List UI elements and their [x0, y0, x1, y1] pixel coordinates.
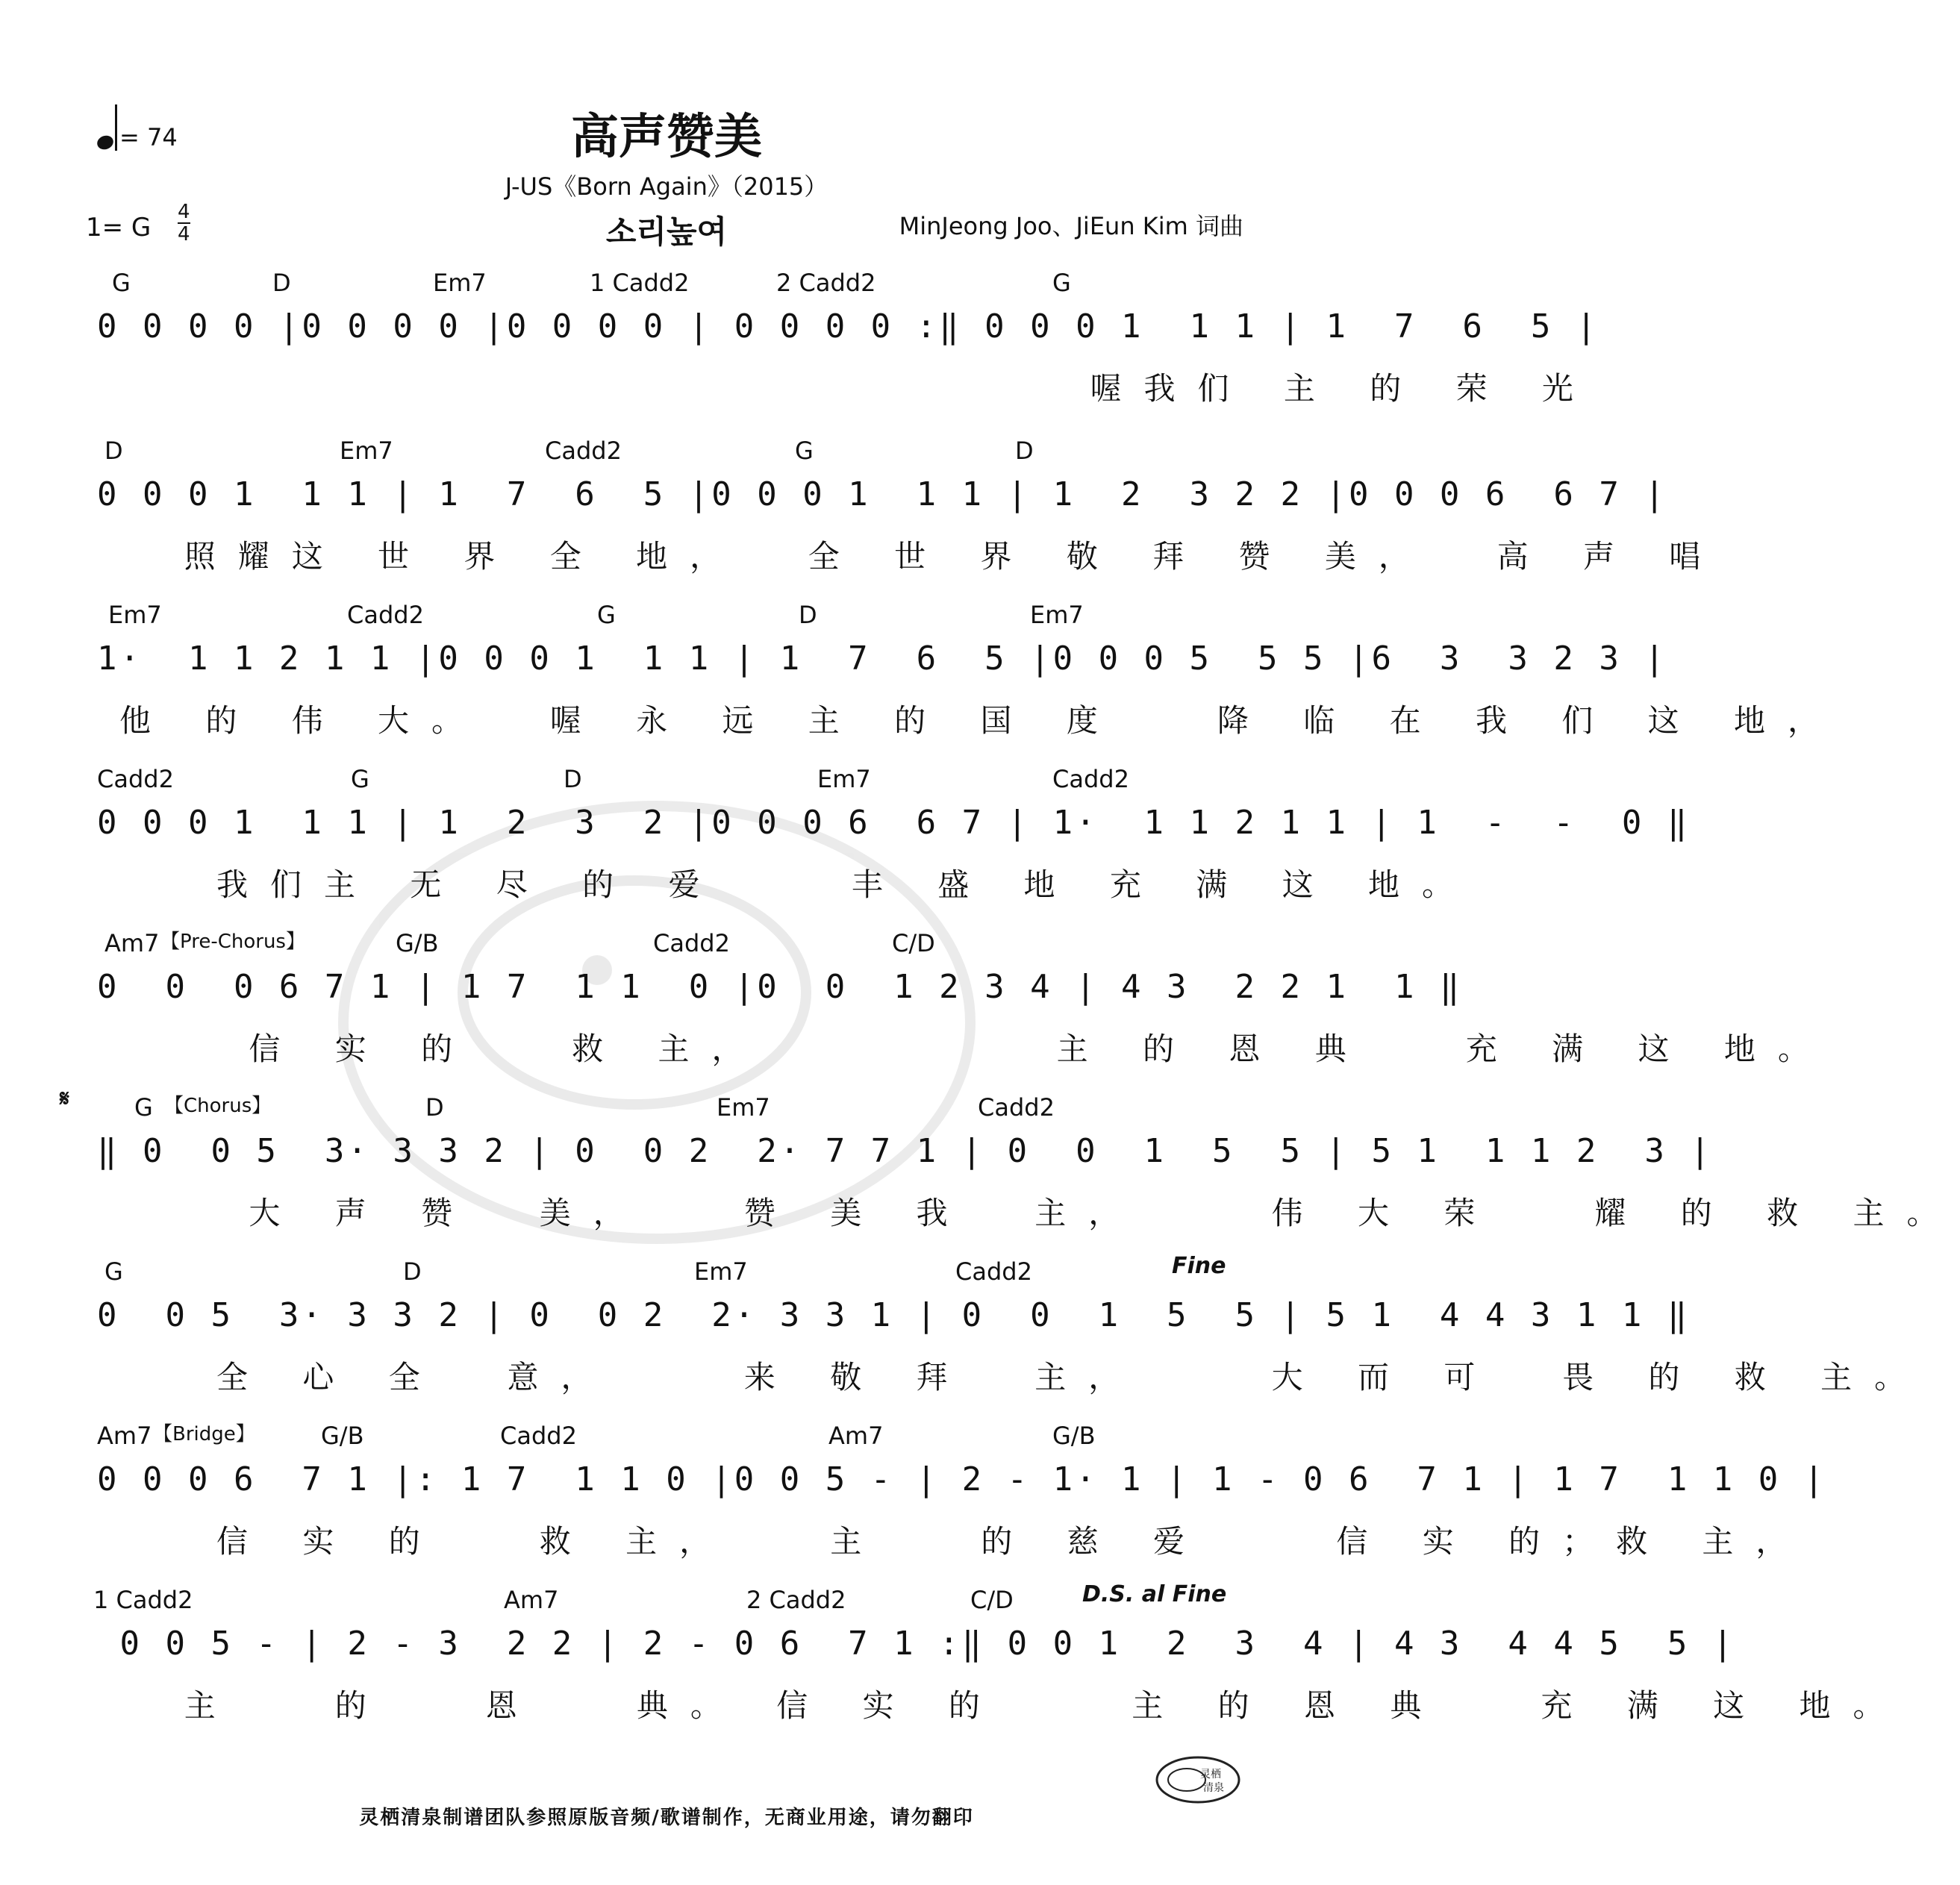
svg-text:灵栖: 灵栖	[1200, 1769, 1221, 1781]
chord-symbol: D	[104, 437, 123, 465]
notation-line: 0 0 5 3· 3 3 2 | 0 0 2 2· 3 3 1 | 0 0 1 5 5 | 5 1 4 4 3 1 1 ‖	[97, 1296, 1691, 1334]
chord-symbol: Cadd2	[955, 1257, 1032, 1286]
chord-symbol: G	[597, 601, 616, 629]
chord-symbol: G/B	[396, 929, 439, 957]
chord-row	[90, 437, 1254, 466]
notation-line: 0 0 0 1 1 1 | 1 7 6 5 |0 0 0 1 1 1 | 1 2 3 2 2 |0 0 0 6 6 7 |	[97, 475, 1667, 513]
svg-text:清泉: 清泉	[1203, 1782, 1224, 1794]
notation-line: 0 0 0 6 7 1 |: 1 7 1 1 0 |0 0 5 - | 2 - 1· 1 | 1 - 0 6 7 1 | 1 7 1 1 0 |	[97, 1460, 1827, 1498]
chord-symbol: Em7	[340, 437, 393, 465]
publisher-logo	[1149, 1746, 1246, 1806]
chord-row	[90, 929, 1254, 959]
chord-symbol: G	[112, 269, 131, 297]
chord-symbol: D	[403, 1257, 422, 1286]
korean-title: 소리높여	[605, 213, 728, 250]
navigation-mark: D.S. al Fine	[1082, 1581, 1227, 1607]
lyrics-line: 他 的 伟 大。 喔 永 远 主 的 国 度 降 临 在 我 们 这 地，	[119, 702, 1842, 739]
chord-symbol: Cadd2	[347, 601, 424, 629]
section-label: 【Pre-Chorus】	[160, 931, 305, 953]
notation-line: 0 0 0 0 |0 0 0 0 |0 0 0 0 | 0 0 0 0 :‖ 0 0 0 1 1 1 | 1 7 6 5 |	[97, 307, 1599, 346]
chord-symbol: D	[564, 765, 582, 793]
chord-symbol: Cadd2	[545, 437, 622, 465]
notation-line: 1· 1 1 2 1 1 |0 0 0 1 1 1 | 1 7 6 5 |0 0 0 5 5 5 |6 3 3 2 3 |	[97, 640, 1667, 678]
chord-symbol: G/B	[1052, 1422, 1096, 1450]
chord-symbol: Am7	[504, 1586, 559, 1614]
notation-line: ‖ 0 0 5 3· 3 3 2 | 0 0 2 2· 7 7 1 | 0 0 1 5 5 | 5 1 1 1 2 3 |	[97, 1132, 1713, 1170]
song-title: 高声赞美	[571, 110, 762, 165]
chord-symbol: G	[134, 1093, 153, 1122]
key-signature: 1= G	[86, 213, 152, 243]
lyrics-line: 全 心 全 意， 来 敬 拜 主， 大 而 可 畏 的 救 主。	[119, 1359, 1929, 1395]
chord-row	[90, 765, 1254, 795]
segno-icon: 𝄋	[60, 1086, 69, 1112]
chord-row	[90, 269, 1254, 298]
chord-symbol: D	[799, 601, 817, 629]
chord-symbol: 2 Cadd2	[776, 269, 876, 297]
chord-symbol: G	[1052, 269, 1071, 297]
lyrics-line: 照耀这 世 界 全 地， 全 世 界 敬 拜 赞 美， 高 声 唱	[119, 538, 1723, 575]
chord-symbol: D	[272, 269, 291, 297]
notation-line: 0 0 0 6 7 1 | 1 7 1 1 0 |0 0 1 2 3 4 | 4 3 2 2 1 1 ‖	[97, 968, 1463, 1006]
chord-symbol: Em7	[817, 765, 871, 793]
chord-symbol: Cadd2	[1052, 765, 1129, 793]
section-label: 【Bridge】	[153, 1423, 255, 1445]
time-signature: 4 4	[178, 201, 190, 246]
chord-row	[60, 1086, 1254, 1123]
song-subtitle: J-US《Born Again》（2015）	[505, 172, 828, 201]
chord-symbol: Cadd2	[653, 929, 730, 957]
chord-symbol: D	[425, 1093, 444, 1122]
chord-symbol: D	[1015, 437, 1034, 465]
chord-row	[90, 1422, 1254, 1451]
chord-symbol: Am7	[104, 929, 160, 957]
lyrics-line: 我们主 无 尽 的 爱 丰 盛 地 充 满 这 地。	[119, 866, 1476, 903]
footer-notice: 灵栖清泉制谱团队参照原版音频/歌谱制作，无商业用途，请勿翻印	[359, 1807, 974, 1829]
chord-symbol: Cadd2	[97, 765, 174, 793]
notation-line: 0 0 0 1 1 1 | 1 2 3 2 |0 0 0 6 6 7 | 1· 1 1 2 1 1 | 1 - - 0 ‖	[97, 804, 1691, 842]
chord-symbol: G/B	[321, 1422, 364, 1450]
chord-symbol: 2 Cadd2	[746, 1586, 846, 1614]
chord-symbol: G	[351, 765, 369, 793]
composer-credit: MinJeong Joo、JiEun Kim 词曲	[899, 212, 1243, 240]
chord-symbol: Em7	[717, 1093, 770, 1122]
chord-symbol: 1 Cadd2	[93, 1586, 193, 1614]
chord-symbol: Am7	[97, 1422, 152, 1450]
notation-line: 0 0 5 - | 2 - 3 2 2 | 2 - 0 6 7 1 :‖ 0 0 1 2 3 4 | 4 3 4 4 5 5 |	[97, 1625, 1736, 1663]
chord-symbol: Em7	[694, 1257, 748, 1286]
chord-symbol: 1 Cadd2	[590, 269, 690, 297]
chord-symbol: G	[104, 1257, 123, 1286]
chord-symbol: C/D	[892, 929, 935, 957]
chord-symbol: Em7	[108, 601, 162, 629]
chord-row	[90, 1253, 1254, 1287]
chord-symbol: Cadd2	[978, 1093, 1055, 1122]
lyrics-line: 信 实 的 救 主， 主 的 恩 典 充 满 这 地。	[119, 1031, 1832, 1067]
chord-row	[90, 1581, 1254, 1616]
lyrics-line: 主 的 恩 典。 信 实 的 主 的 恩 典 充 满 这 地。	[119, 1687, 1907, 1724]
chord-symbol: Am7	[828, 1422, 884, 1450]
section-label: 【Chorus】	[164, 1095, 272, 1117]
quarter-note-icon	[97, 119, 113, 136]
chord-symbol: Em7	[433, 269, 487, 297]
lyrics-line: 大 声 赞 美， 赞 美 我 主， 伟 大 荣 耀 的 救 主。	[119, 1195, 1960, 1231]
lyrics-line: 信 实 的 救 主， 主 的 慈 爱 信 实 的；救 主，	[119, 1523, 1810, 1560]
chord-symbol: Cadd2	[500, 1422, 577, 1450]
navigation-mark: Fine	[1172, 1253, 1226, 1279]
quarter-note-stem	[115, 104, 117, 151]
chord-symbol: G	[795, 437, 814, 465]
chord-row	[90, 601, 1254, 631]
tempo-marking: = 74	[119, 123, 178, 151]
chord-symbol: Em7	[1030, 601, 1084, 629]
chord-symbol: C/D	[970, 1586, 1014, 1614]
lyrics-line: 喔我们 主 的 荣 光	[119, 370, 1596, 407]
